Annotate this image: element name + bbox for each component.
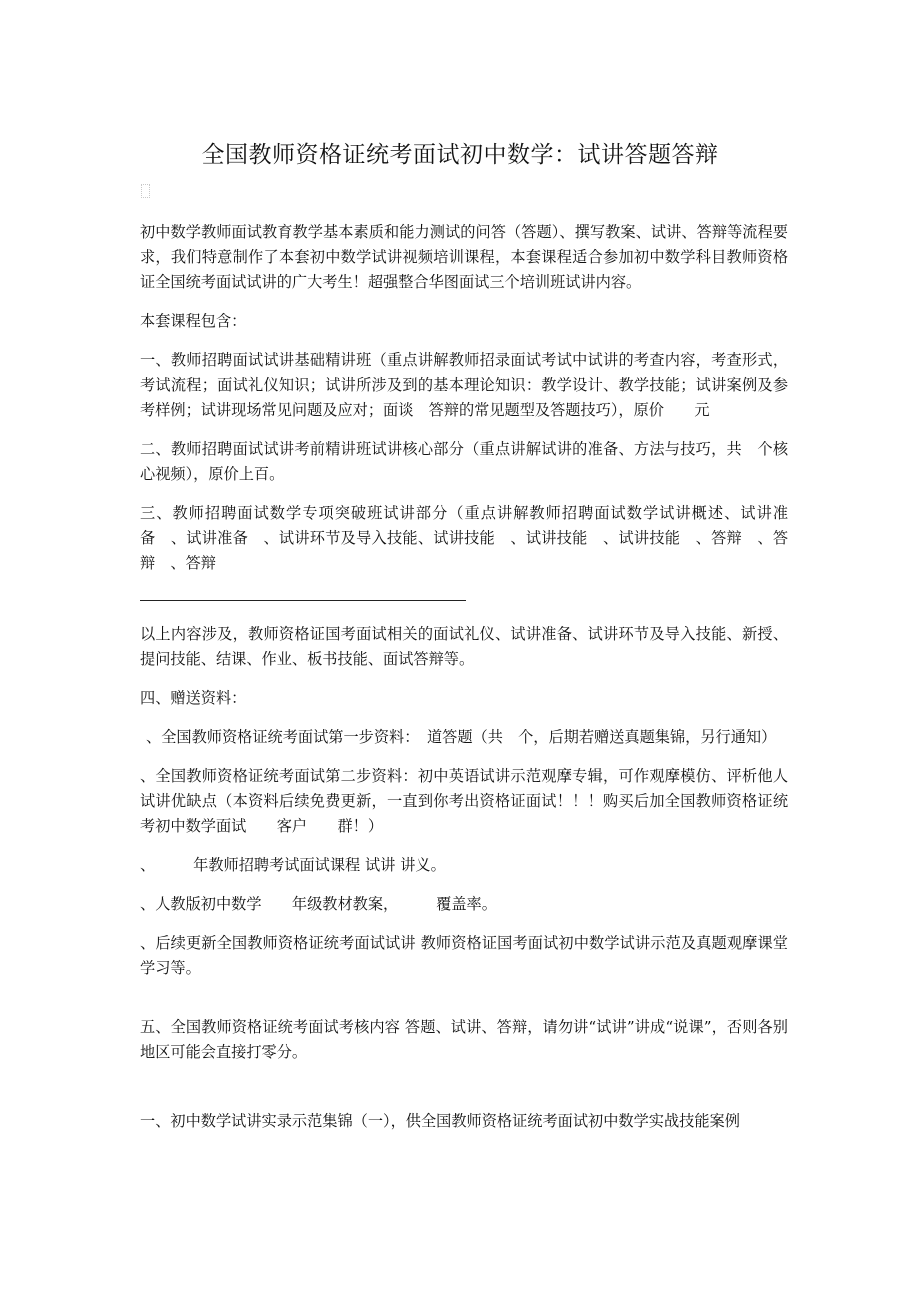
spacer (140, 1079, 788, 1109)
course-item-2: 二、教师招聘面试试讲考前精讲班试讲核心部分（重点讲解试讲的准备、方法与技巧，共 个核心视频），原价上百。 (140, 440, 788, 483)
gifts-heading: 四、赠送资料： (140, 689, 247, 707)
contents-heading: 本套课程包含： (140, 312, 247, 330)
intro-paragraph: 初中数学教师面试教育教学基本素质和能力测试的问答（答题）、撰写教案、试讲、答辩等流程要求，我们特意制作了本套初中数学试讲视频培训课程，本套课程适合参加初中数学科目教师资格证全国统考面试试讲的广大考生！超强整合华图面试三个培训班试讲内容。 (140, 223, 788, 291)
course-item-1: 一、教师招聘面试试讲基础精讲班（重点讲解教师招录面试考试中试讲的考查内容，考查形式，考试流程；面试礼仪知识；试讲所涉及到的基本理论知识：教学设计、教学技能；试讲案例及参考样例；试讲现场常见问题及应对；面谈 答辩的常见题型及答题技巧），原价 元 (140, 351, 788, 419)
course-item-3: 三、教师招聘面试数学专项突破班试讲部分（重点讲解教师招聘面试数学试讲概述、试讲准备 、试讲准备 、试讲环节及导入技能、试讲技能 、试讲技能 、试讲技能 、答辩 、答辩 、答辩 (140, 504, 788, 572)
document-body (140, 220, 788, 1148)
spacer (140, 995, 788, 1015)
image-placeholder-icon (141, 184, 150, 198)
summary-paragraph: 以上内容涉及，教师资格证国考面试相关的面试礼仪、试讲准备、试讲环节及导入技能、新授、提问技能、结课、作业、板书技能、面试答辩等。 (140, 625, 788, 668)
divider-line (140, 590, 466, 610)
gift-item-3: 、 年教师招聘考试面试课程 试讲 讲义。 (140, 856, 446, 874)
section-6-heading: 一、初中数学试讲实录示范集锦（一），供全国教师资格证统考面试初中数学实战技能案例 (140, 1112, 740, 1130)
document-title: 全国教师资格证统考面试初中数学：试讲答题答辩 (201, 142, 719, 168)
gift-item-4: 、人教版初中数学 年级教材教案， 覆盖率。 (140, 895, 497, 913)
section-5-paragraph: 五、全国教师资格证统考面试考核内容 答题、试讲、答辩，请勿讲“试讲”讲成“说课”，否则各别地区可能会直接打零分。 (140, 1018, 788, 1061)
gift-item-2: 、全国教师资格证统考面试第二步资料：初中英语试讲示范观摩专辑，可作观摩模仿、评析他人试讲优缺点（本资料后续免费更新，一直到你考出资格证面试！！！购买后加全国教师资格证统考初中数学面试 客户 群！） (140, 767, 788, 835)
gift-item-1: 、全国教师资格证统考面试第一步资料： 道答题（共 个，后期若赠送真题集锦，另行通知） (146, 728, 777, 746)
gift-item-5: 、后续更新全国教师资格证统考面试试讲 教师资格证国考面试初中数学试讲示范及真题观摩课堂学习等。 (140, 934, 788, 977)
